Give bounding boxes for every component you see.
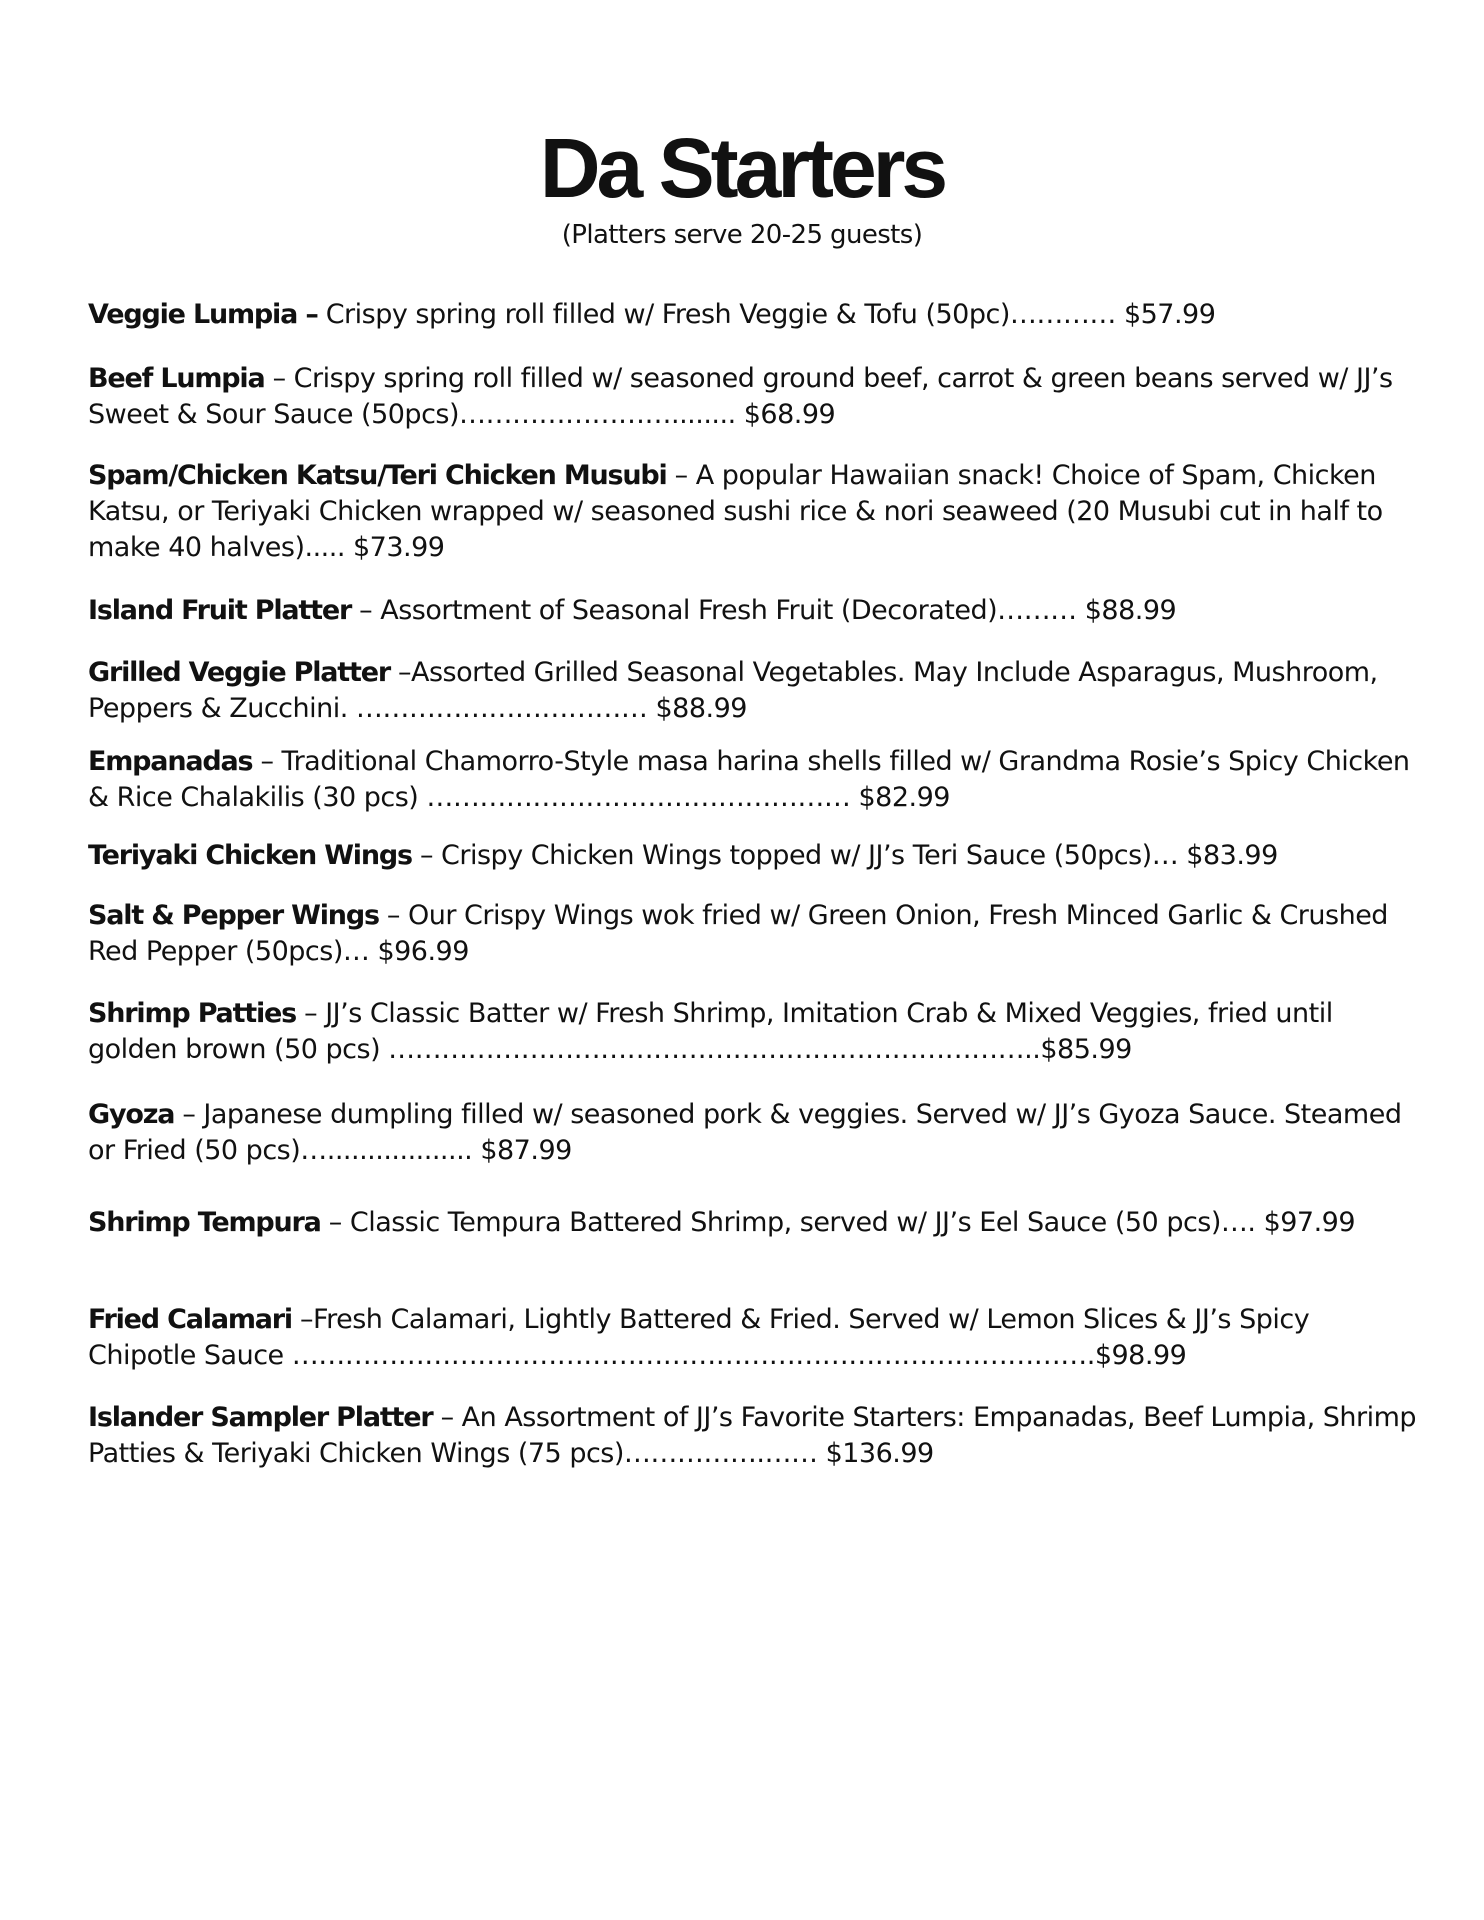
item-description: – Crispy spring roll filled w/ seasoned ground beef, carrot & green beans served w/ JJ’s Sweet & Sour Sauce (50pcs)……………………........ $68.99 [88,363,1393,430]
menu-item-grilled-veggie-platter [88,655,1418,727]
item-description: – Our Crispy Wings wok fried w/ Green Onion, Fresh Minced Garlic & Crushed Red Pepper (50pcs)… $96.99 [88,900,1388,967]
item-name: Empanadas [88,746,253,777]
item-description: – JJ’s Classic Batter w/ Fresh Shrimp, Imitation Crab & Mixed Veggies, fried until golden brown (50 pcs) ………………………………………………………………..$85.99 [88,998,1333,1065]
item-description: – Assortment of Seasonal Fresh Fruit (Decorated)……… $88.99 [351,595,1177,626]
page-title: Da Starters [539,121,945,215]
item-description: Crispy spring roll filled w/ Fresh Veggie & Tofu (50pc)………… $57.99 [317,299,1216,330]
menu-item-beef-lumpia [88,361,1418,433]
item-name: Islander Sampler Platter [88,1402,433,1433]
item-name: Gyoza [88,1099,175,1130]
page-subtitle: (Platters serve 20-25 guests) [561,220,923,250]
menu-item-shrimp-patties [88,996,1418,1068]
menu-item-islander-sampler-platter [88,1400,1418,1472]
item-name: Shrimp Tempura [88,1207,321,1238]
item-name: Grilled Veggie Platter [88,657,390,688]
menu-item-island-fruit-platter [88,593,1418,629]
item-name: Teriyaki Chicken Wings [88,840,412,871]
menu-item-shrimp-tempura [88,1205,1418,1241]
item-description: – Crispy Chicken Wings topped w/ JJ’s Teri Sauce (50pcs)… $83.99 [411,840,1278,871]
menu-item-fried-calamari [88,1302,1418,1374]
item-description: – Japanese dumpling filled w/ seasoned pork & veggies. Served w/ JJ’s Gyoza Sauce. Steamed or Fried (50 pcs)….................. $87.99 [88,1099,1402,1166]
item-description: – A popular Hawaiian snack! Choice of Spam, Chicken Katsu, or Teriyaki Chicken wrapped w/ seasoned sushi rice & nori seaweed (20 Musubi cut in half to make 40 halves)..... $73.99 [88,460,1383,563]
item-name: Shrimp Patties [88,998,297,1029]
item-description: – An Assortment of JJ’s Favorite Starters: Empanadas, Beef Lumpia, Shrimp Patties & Teriyaki Chicken Wings (75 pcs)…………….…… $136.99 [88,1402,1417,1469]
item-name: Island Fruit Platter [88,595,352,626]
item-name: Spam/Chicken Katsu/Teri Chicken Musubi [88,460,667,491]
menu-item-salt-pepper-wings [88,898,1418,970]
item-description: – Traditional Chamorro-Style masa harina shells filled w/ Grandma Rosie’s Spicy Chicken & Rice Chalakilis (30 pcs) ………………………………………… $82.99 [88,746,1410,813]
item-name: Salt & Pepper Wings [88,900,379,931]
menu-item-veggie-lumpia [88,297,1418,333]
item-name: Veggie Lumpia – [88,299,318,330]
item-description: – Classic Tempura Battered Shrimp, served w/ JJ’s Eel Sauce (50 pcs)…. $97.99 [320,1207,1356,1238]
item-description: –Assorted Grilled Seasonal Vegetables. May Include Asparagus, Mushroom, Peppers & Zucchini. …………………………… $88.99 [88,657,1378,724]
menu-item-gyoza [88,1097,1418,1169]
item-name: Beef Lumpia [88,363,265,394]
item-description: –Fresh Calamari, Lightly Battered & Fried. Served w/ Lemon Slices & JJ’s Spicy Chipotle Sauce ……………………………………………………………………………….$98.99 [88,1304,1310,1371]
menu-item-empanadas [88,744,1418,816]
menu-item-musubi [88,458,1418,566]
menu-item-teriyaki-chicken-wings [88,838,1418,874]
item-name: Fried Calamari [88,1304,292,1335]
